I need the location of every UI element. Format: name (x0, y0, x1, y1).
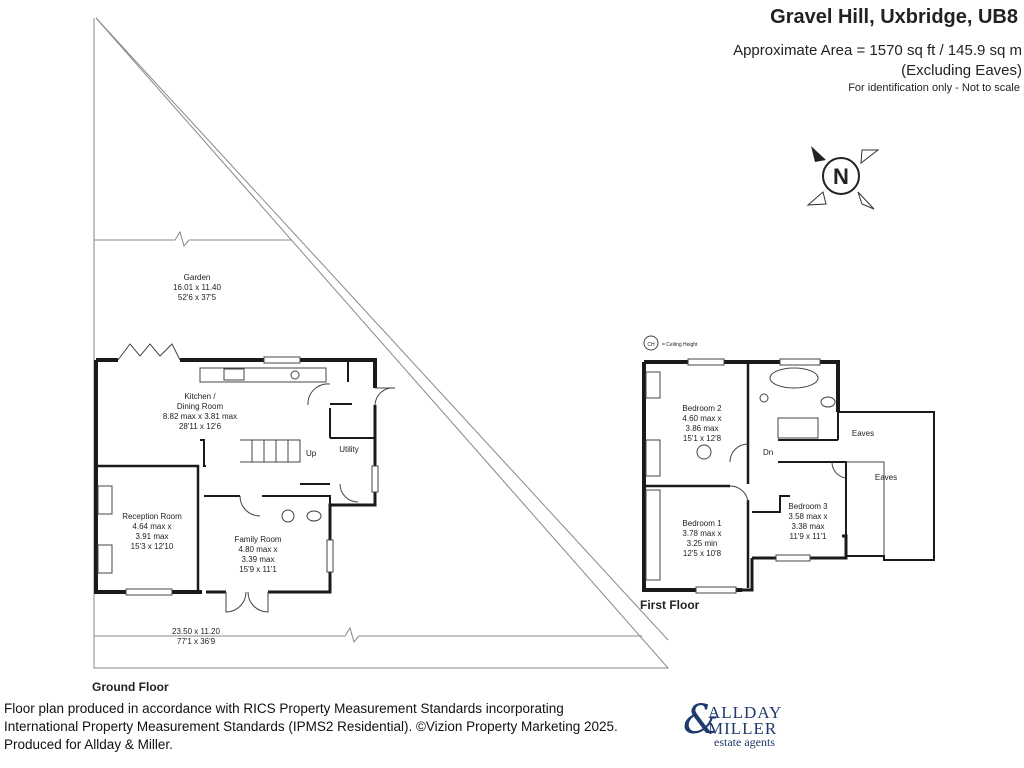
stairs-up-label: Up (306, 449, 317, 458)
reception-name: Reception Room (122, 512, 182, 521)
family-imperial: 15'9 x 11'1 (239, 565, 277, 574)
family-metric-1: 4.80 max x (238, 545, 278, 554)
bedroom3-imperial: 11'9 x 11'1 (789, 532, 827, 541)
ceiling-height-symbol: CH (647, 342, 655, 348)
family-name: Family Room (234, 535, 282, 544)
first-floor-fixtures (644, 336, 884, 593)
kitchen-imperial: 28'11 x 12'6 (178, 422, 222, 431)
bedroom3-metric-2: 3.38 max (791, 522, 825, 531)
allday-miller-logo (683, 697, 803, 751)
reception-metric-1: 4.64 max x (132, 522, 172, 531)
compass-north-label: N (833, 164, 849, 189)
ceiling-height-legend: = Ceiling Height (662, 342, 698, 348)
ground-floor-label: Ground Floor (92, 680, 169, 694)
first-floor-label: First Floor (640, 598, 700, 612)
utility-label: Utility (339, 445, 359, 454)
logo-estate-agents: estate agents (714, 735, 775, 749)
logo-allday: ALLDAY (708, 703, 783, 722)
bedroom1-metric-2: 3.25 min (686, 539, 718, 548)
bedroom1-imperial: 12'5 x 10'8 (682, 549, 722, 558)
bedroom1-name: Bedroom 1 (682, 519, 722, 528)
footer-line-1: Floor plan produced in accordance with RICS Property Measurement Standards incorporating (4, 701, 564, 716)
property-title: Gravel Hill, Uxbridge, UB8 (770, 6, 1018, 28)
approximate-area: Approximate Area = 1570 sq ft / 145.9 sq m (733, 42, 1022, 59)
reception-metric-2: 3.91 max (135, 532, 169, 541)
compass-icon (808, 146, 878, 209)
stairs-down-label: Dn (763, 448, 774, 457)
front-garden-metric: 23.50 x 11.20 (172, 627, 220, 636)
footer-line-3: Produced for Allday & Miller. (4, 737, 173, 752)
reception-imperial: 15'3 x 12'10 (130, 542, 174, 551)
garden-metric: 16.01 x 11.40 (173, 283, 221, 292)
front-garden-imperial: 77'1 x 36'9 (176, 637, 216, 646)
garden-imperial: 52'6 x 37'5 (177, 293, 217, 302)
garden-name: Garden (183, 273, 211, 282)
eaves-label-1: Eaves (851, 429, 875, 438)
excluding-eaves: (Excluding Eaves) (901, 62, 1022, 79)
kitchen-metric: 8.82 max x 3.81 max (162, 412, 238, 421)
kitchen-name: Kitchen / (184, 392, 216, 401)
plot-boundary (94, 18, 668, 668)
bedroom2-metric-1: 4.60 max x (682, 414, 722, 423)
identification-note: For identification only - Not to scale (848, 82, 1020, 94)
bedroom2-metric-2: 3.86 max (685, 424, 719, 433)
bedroom2-name: Bedroom 2 (682, 404, 722, 413)
bedroom3-metric-1: 3.58 max x (788, 512, 828, 521)
bedroom2-imperial: 15'1 x 12'8 (682, 434, 722, 443)
bedroom1-metric-1: 3.78 max x (682, 529, 722, 538)
bedroom3-name: Bedroom 3 (788, 502, 828, 511)
family-metric-2: 3.39 max (241, 555, 275, 564)
footer-disclaimer (4, 700, 618, 754)
kitchen-name-2: Dining Room (176, 402, 224, 411)
logo-ampersand: & (683, 697, 719, 743)
eaves-label-2: Eaves (874, 473, 898, 482)
logo-miller: MILLER (708, 719, 778, 738)
footer-line-2: International Property Measurement Standards (IPMS2 Residential). ©Vizion Property Marketing 2025. (4, 719, 618, 734)
